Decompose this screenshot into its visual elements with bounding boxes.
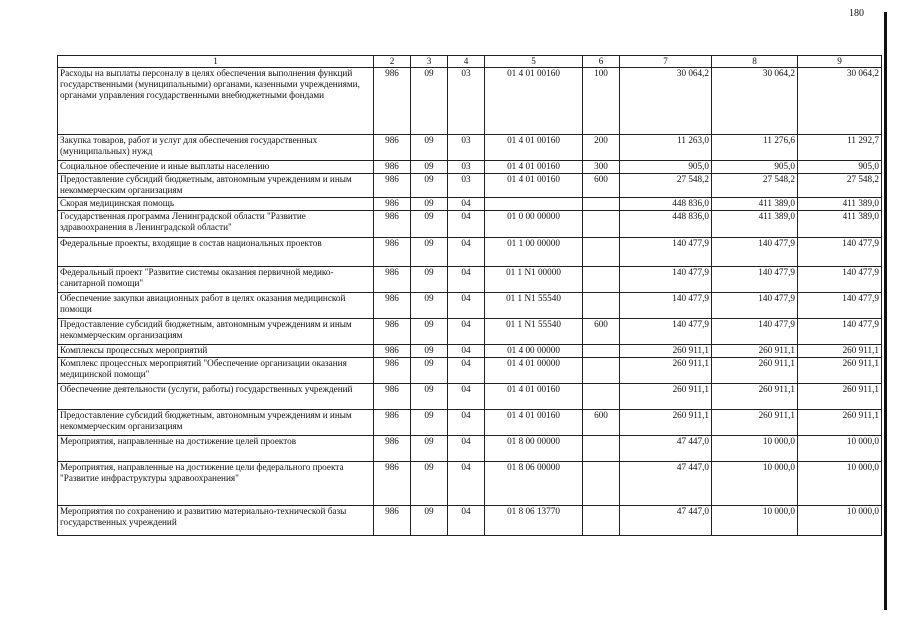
cell-amount-col7: 47 447,0 [620, 506, 712, 536]
cell-amount-col7: 260 911,1 [620, 410, 712, 436]
cell-ministry: 986 [374, 410, 411, 436]
table-row [58, 506, 882, 536]
cell-ministry: 986 [374, 198, 411, 211]
cell-expense-type [583, 384, 620, 410]
cell-ministry: 986 [374, 345, 411, 358]
cell-subsection: 04 [448, 293, 485, 319]
budget-table [57, 55, 882, 536]
column-header: 4 [448, 56, 485, 68]
cell-amount-col8: 10 000,0 [712, 506, 798, 536]
cell-amount-col9: 27 548,2 [798, 174, 882, 198]
cell-target-article: 01 4 01 00160 [485, 68, 583, 135]
table-row [58, 267, 882, 293]
cell-section: 09 [411, 436, 448, 462]
table-row [58, 436, 882, 462]
row-name: Скорая медицинская помощь [58, 198, 374, 211]
cell-subsection: 04 [448, 238, 485, 267]
cell-amount-col9: 411 389,0 [798, 198, 882, 211]
cell-ministry: 986 [374, 506, 411, 536]
cell-expense-type: 600 [583, 410, 620, 436]
table-row [58, 174, 882, 198]
cell-amount-col9: 905,0 [798, 161, 882, 174]
cell-subsection: 03 [448, 135, 485, 161]
table-row [58, 161, 882, 174]
column-header: 7 [620, 56, 712, 68]
cell-amount-col8: 411 389,0 [712, 211, 798, 238]
table-row [58, 319, 882, 345]
cell-section: 09 [411, 161, 448, 174]
cell-subsection: 03 [448, 161, 485, 174]
cell-amount-col9: 10 000,0 [798, 436, 882, 462]
cell-subsection: 03 [448, 68, 485, 135]
cell-ministry: 986 [374, 267, 411, 293]
cell-ministry: 986 [374, 293, 411, 319]
cell-expense-type [583, 267, 620, 293]
cell-section: 09 [411, 68, 448, 135]
cell-amount-col7: 47 447,0 [620, 462, 712, 506]
row-name: Обеспечение деятельности (услуги, работы) государственных учреждений [58, 384, 374, 410]
cell-expense-type [583, 198, 620, 211]
cell-amount-col7: 47 447,0 [620, 436, 712, 462]
cell-target-article: 01 4 01 00160 [485, 384, 583, 410]
cell-amount-col9: 260 911,1 [798, 358, 882, 384]
cell-ministry: 986 [374, 358, 411, 384]
row-name: Федеральные проекты, входящие в состав национальных проектов [58, 238, 374, 267]
cell-amount-col7: 260 911,1 [620, 358, 712, 384]
cell-section: 09 [411, 198, 448, 211]
cell-subsection: 03 [448, 174, 485, 198]
row-name: Мероприятия по сохранению и развитию материально-технической базы государственных учреждений [58, 506, 374, 536]
cell-amount-col7: 260 911,1 [620, 345, 712, 358]
column-header: 6 [583, 56, 620, 68]
cell-amount-col7: 448 836,0 [620, 198, 712, 211]
cell-expense-type: 600 [583, 174, 620, 198]
cell-expense-type [583, 211, 620, 238]
cell-amount-col9: 260 911,1 [798, 384, 882, 410]
cell-ministry: 986 [374, 319, 411, 345]
cell-section: 09 [411, 238, 448, 267]
row-name: Предоставление субсидий бюджетным, автономным учреждениям и иным некоммерческим организациям [58, 319, 374, 345]
cell-target-article: 01 8 06 13770 [485, 506, 583, 536]
table-row [58, 135, 882, 161]
row-name: Расходы на выплаты персоналу в целях обеспечения выполнения функций государственными (муниципальными) органами, казенными учреждениями, органами управления государственными внебюджетными фондами [58, 68, 374, 135]
cell-target-article: 01 4 01 00160 [485, 161, 583, 174]
cell-subsection: 04 [448, 267, 485, 293]
column-number-row [58, 56, 882, 68]
cell-subsection: 04 [448, 462, 485, 506]
cell-target-article: 01 4 00 00000 [485, 345, 583, 358]
cell-amount-col8: 11 276,6 [712, 135, 798, 161]
cell-ministry: 986 [374, 68, 411, 135]
cell-amount-col7: 260 911,1 [620, 384, 712, 410]
cell-amount-col9: 140 477,9 [798, 293, 882, 319]
cell-subsection: 04 [448, 211, 485, 238]
cell-amount-col8: 260 911,1 [712, 345, 798, 358]
cell-expense-type: 200 [583, 135, 620, 161]
cell-amount-col7: 140 477,9 [620, 238, 712, 267]
table-row [58, 358, 882, 384]
table-row [58, 211, 882, 238]
cell-amount-col9: 10 000,0 [798, 462, 882, 506]
table-row [58, 462, 882, 506]
cell-target-article: 01 8 00 00000 [485, 436, 583, 462]
cell-amount-col8: 260 911,1 [712, 384, 798, 410]
row-name: Обеспечение закупки авиационных работ в целях оказания медицинской помощи [58, 293, 374, 319]
cell-ministry: 986 [374, 462, 411, 506]
cell-subsection: 04 [448, 358, 485, 384]
table-row [58, 384, 882, 410]
cell-ministry: 986 [374, 161, 411, 174]
cell-subsection: 04 [448, 319, 485, 345]
cell-amount-col8: 140 477,9 [712, 293, 798, 319]
cell-target-article: 01 4 01 00160 [485, 174, 583, 198]
cell-expense-type: 600 [583, 319, 620, 345]
cell-amount-col8: 411 389,0 [712, 198, 798, 211]
row-name: Мероприятия, направленные на достижение цели федерального проекта "Развитие инфраструктуры здравоохранения" [58, 462, 374, 506]
cell-amount-col7: 140 477,9 [620, 293, 712, 319]
row-name: Комплексы процессных мероприятий [58, 345, 374, 358]
cell-subsection: 04 [448, 506, 485, 536]
cell-amount-col8: 140 477,9 [712, 238, 798, 267]
row-name: Государственная программа Ленинградской области "Развитие здравоохранения в Ленинградской области" [58, 211, 374, 238]
cell-target-article: 01 4 01 00000 [485, 358, 583, 384]
cell-section: 09 [411, 506, 448, 536]
table-row [58, 238, 882, 267]
cell-target-article: 01 1 N1 55540 [485, 293, 583, 319]
cell-subsection: 04 [448, 410, 485, 436]
table-row [58, 410, 882, 436]
cell-expense-type: 300 [583, 161, 620, 174]
cell-ministry: 986 [374, 238, 411, 267]
cell-amount-col9: 11 292,7 [798, 135, 882, 161]
cell-target-article [485, 198, 583, 211]
cell-target-article: 01 4 01 00160 [485, 135, 583, 161]
cell-amount-col9: 140 477,9 [798, 238, 882, 267]
cell-section: 09 [411, 211, 448, 238]
cell-ministry: 986 [374, 135, 411, 161]
cell-amount-col8: 10 000,0 [712, 436, 798, 462]
cell-subsection: 04 [448, 345, 485, 358]
cell-amount-col8: 27 548,2 [712, 174, 798, 198]
table-row [58, 293, 882, 319]
cell-expense-type [583, 506, 620, 536]
cell-section: 09 [411, 174, 448, 198]
cell-target-article: 01 4 01 00160 [485, 410, 583, 436]
cell-amount-col7: 11 263,0 [620, 135, 712, 161]
row-name: Федеральный проект "Развитие системы оказания первичной медико-санитарной помощи" [58, 267, 374, 293]
column-header: 8 [712, 56, 798, 68]
row-name: Закупка товаров, работ и услуг для обеспечения государственных (муниципальных) нужд [58, 135, 374, 161]
table-row [58, 345, 882, 358]
cell-section: 09 [411, 293, 448, 319]
cell-amount-col7: 27 548,2 [620, 174, 712, 198]
cell-amount-col7: 140 477,9 [620, 319, 712, 345]
cell-amount-col9: 10 000,0 [798, 506, 882, 536]
cell-target-article: 01 1 00 00000 [485, 238, 583, 267]
cell-amount-col8: 260 911,1 [712, 410, 798, 436]
cell-amount-col7: 448 836,0 [620, 211, 712, 238]
cell-ministry: 986 [374, 384, 411, 410]
cell-target-article: 01 8 06 00000 [485, 462, 583, 506]
cell-amount-col9: 260 911,1 [798, 410, 882, 436]
cell-expense-type [583, 358, 620, 384]
cell-target-article: 01 1 N1 00000 [485, 267, 583, 293]
cell-amount-col9: 260 911,1 [798, 345, 882, 358]
row-name: Мероприятия, направленные на достижение целей проектов [58, 436, 374, 462]
cell-expense-type [583, 462, 620, 506]
cell-section: 09 [411, 135, 448, 161]
column-header: 5 [485, 56, 583, 68]
table-row [58, 68, 882, 135]
column-header: 1 [58, 56, 374, 68]
row-name: Предоставление субсидий бюджетным, автономным учреждениям и иным некоммерческим организациям [58, 410, 374, 436]
cell-expense-type [583, 238, 620, 267]
cell-amount-col8: 10 000,0 [712, 462, 798, 506]
cell-expense-type: 100 [583, 68, 620, 135]
cell-amount-col8: 30 064,2 [712, 68, 798, 135]
row-name: Социальное обеспечение и иные выплаты населению [58, 161, 374, 174]
cell-section: 09 [411, 358, 448, 384]
cell-target-article: 01 0 00 00000 [485, 211, 583, 238]
cell-ministry: 986 [374, 436, 411, 462]
cell-expense-type [583, 293, 620, 319]
cell-amount-col9: 140 477,9 [798, 319, 882, 345]
cell-amount-col7: 905,0 [620, 161, 712, 174]
row-name: Комплекс процессных мероприятий "Обеспечение организации оказания медицинской помощи" [58, 358, 374, 384]
cell-section: 09 [411, 267, 448, 293]
cell-section: 09 [411, 410, 448, 436]
cell-section: 09 [411, 384, 448, 410]
cell-amount-col8: 140 477,9 [712, 267, 798, 293]
cell-amount-col9: 30 064,2 [798, 68, 882, 135]
cell-section: 09 [411, 462, 448, 506]
cell-subsection: 04 [448, 384, 485, 410]
cell-ministry: 986 [374, 211, 411, 238]
cell-section: 09 [411, 319, 448, 345]
cell-amount-col8: 905,0 [712, 161, 798, 174]
cell-ministry: 986 [374, 174, 411, 198]
cell-expense-type [583, 436, 620, 462]
cell-amount-col9: 411 389,0 [798, 211, 882, 238]
row-name: Предоставление субсидий бюджетным, автономным учреждениям и иным некоммерческим организациям [58, 174, 374, 198]
cell-subsection: 04 [448, 436, 485, 462]
table-row [58, 198, 882, 211]
cell-target-article: 01 1 N1 55540 [485, 319, 583, 345]
cell-amount-col8: 140 477,9 [712, 319, 798, 345]
cell-amount-col9: 140 477,9 [798, 267, 882, 293]
cell-section: 09 [411, 345, 448, 358]
cell-subsection: 04 [448, 198, 485, 211]
cell-expense-type [583, 345, 620, 358]
cell-amount-col8: 260 911,1 [712, 358, 798, 384]
column-header: 3 [411, 56, 448, 68]
cell-amount-col7: 30 064,2 [620, 68, 712, 135]
cell-amount-col7: 140 477,9 [620, 267, 712, 293]
column-header: 9 [798, 56, 882, 68]
column-header: 2 [374, 56, 411, 68]
page-number: 180 [849, 8, 864, 19]
margin-rule [884, 12, 887, 610]
